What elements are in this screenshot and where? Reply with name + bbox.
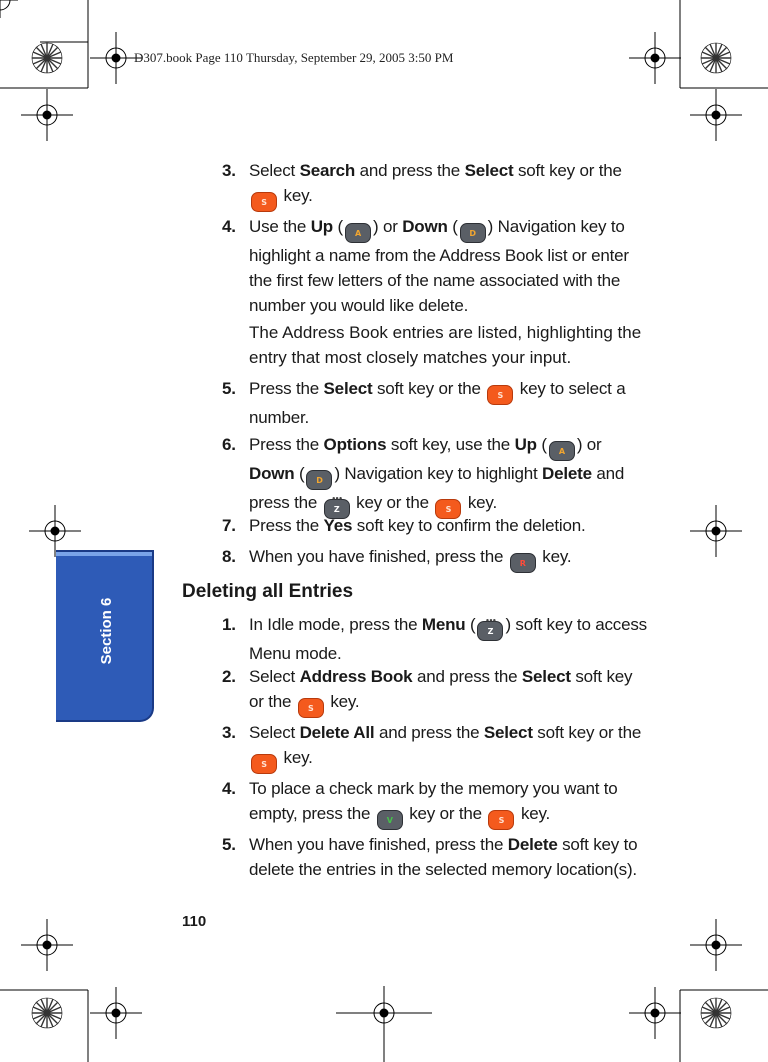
step-number: 4. <box>222 779 236 798</box>
step-number: 4. <box>222 217 236 236</box>
step-number: 8. <box>222 547 236 566</box>
select-soft-key-icon: S <box>487 385 513 405</box>
section-tab-label: Section 6 <box>98 597 115 665</box>
step-number: 5. <box>222 379 236 398</box>
step-number: 1. <box>222 615 236 634</box>
down-navigation-key-icon: D <box>460 223 486 243</box>
menu-zero-key-icon: ••• Z <box>324 499 350 519</box>
step-number: 3. <box>222 161 236 180</box>
step-number: 2. <box>222 667 236 686</box>
select-soft-key-icon: S <box>251 754 277 774</box>
section-heading: Deleting all Entries <box>182 581 354 602</box>
end-key-icon: R <box>510 553 536 573</box>
step-number: 6. <box>222 435 236 454</box>
step-4-note: The Address Book entries are listed, highlighting the entry that most closely matches your input. <box>249 323 642 367</box>
step-number: 5. <box>222 835 236 854</box>
select-soft-key-icon: S <box>435 499 461 519</box>
print-header-stamp: D307.book Page 110 Thursday, September 29, 2005 3:50 PM <box>134 50 454 65</box>
up-navigation-key-icon: A <box>345 223 371 243</box>
page-number: 110 <box>182 913 207 930</box>
down-navigation-key-icon: D <box>306 470 332 490</box>
select-soft-key-icon: S <box>488 810 514 830</box>
up-navigation-key-icon: A <box>549 441 575 461</box>
step-number: 7. <box>222 516 236 535</box>
select-soft-key-icon: S <box>251 192 277 212</box>
menu-zero-key-icon: ••• Z <box>477 621 503 641</box>
select-soft-key-icon: S <box>298 698 324 718</box>
step-number: 3. <box>222 723 236 742</box>
send-key-icon: V <box>377 810 403 830</box>
